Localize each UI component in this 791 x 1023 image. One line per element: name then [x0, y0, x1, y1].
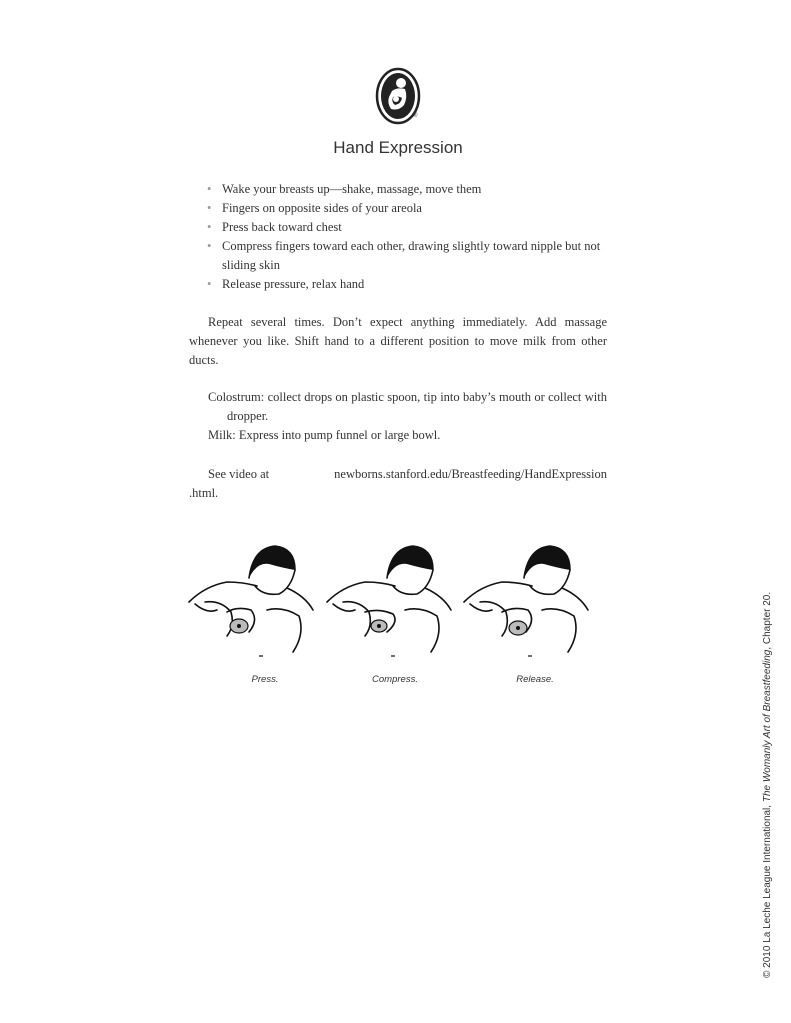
hand-expression-press-illustration	[187, 540, 317, 665]
video-paragraph	[189, 465, 607, 503]
repeat-paragraph: Repeat several times. Don’t expect anything immediately. Add massage whenever you like. Shift hand to a different position to move milk from other ducts.	[189, 315, 607, 367]
figure-caption-release: Release.	[516, 674, 554, 685]
video-prefix: See video at	[208, 467, 270, 481]
hand-expression-compress-illustration	[325, 540, 455, 665]
video-link-end[interactable]: .html.	[189, 486, 219, 500]
figure-caption-compress: Compress.	[372, 674, 418, 685]
list-item: • Compress fingers toward each other, drawing slightly toward nipple but not sliding skin	[207, 237, 609, 275]
registered-mark: ®	[413, 113, 418, 119]
colostrum-paragraph: Colostrum: collect drops on plastic spoon, tip into baby’s mouth or collect with dropper.	[208, 390, 607, 423]
video-link[interactable]: newborns.stanford.edu/Breastfeeding/HandExpression	[334, 467, 607, 481]
hand-expression-release-illustration	[462, 540, 592, 665]
list-item: • Press back toward chest	[207, 218, 609, 237]
list-item: • Fingers on opposite sides of your areola	[207, 199, 609, 218]
list-item: • Release pressure, relax hand	[207, 275, 609, 294]
copyright-suffix: , Chapter 20.	[762, 591, 773, 650]
figure-caption-press: Press.	[251, 674, 279, 685]
list-item: • Wake your breasts up—shake, massage, move them	[207, 180, 609, 199]
page-title: Hand Expression	[333, 138, 463, 157]
book-title: The Womanly Art of Breastfeeding	[762, 649, 773, 803]
copyright-notice	[762, 592, 773, 978]
milk-paragraph: Milk: Express into pump funnel or large bowl.	[208, 428, 441, 442]
steps-list	[207, 180, 609, 294]
copyright-prefix: © 2010 La Leche League International,	[762, 802, 773, 978]
